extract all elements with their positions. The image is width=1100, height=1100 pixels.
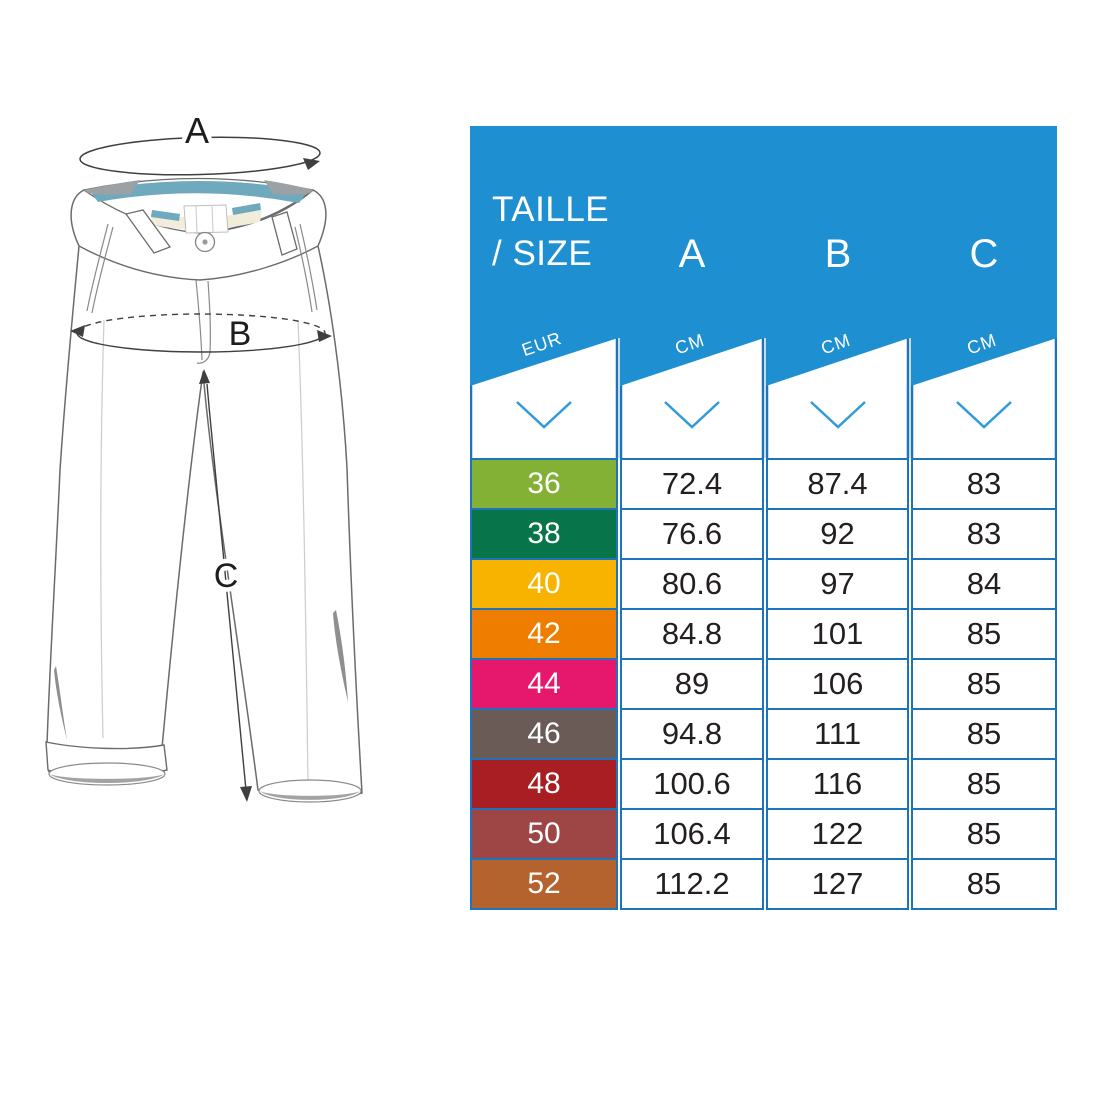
size-cell: 50 [470, 808, 618, 860]
value-cell-a: 100.6 [620, 758, 764, 810]
value-cell-a: 94.8 [620, 708, 764, 760]
unit-label-cm-b: CM [818, 329, 854, 359]
chevron-down-icon[interactable] [517, 402, 571, 427]
hem-right [259, 780, 361, 802]
column-header-a: A [678, 232, 706, 276]
value-cell-c: 85 [911, 808, 1057, 860]
unit-label-cm-c: CM [964, 329, 1000, 359]
value-cell-a: 112.2 [620, 858, 764, 910]
measurement-label-a: A [184, 110, 210, 151]
value-cell-a: 76.6 [620, 508, 764, 560]
size-table [470, 126, 1057, 933]
table-title [492, 188, 609, 276]
size-cell: 44 [470, 658, 618, 710]
value-cell-a: 80.6 [620, 558, 764, 610]
size-column [470, 458, 618, 910]
table-title-line1: TAILLE [492, 190, 610, 229]
value-cell-b: 106 [766, 658, 909, 710]
chevron-down-icon[interactable] [957, 402, 1011, 427]
pants-outline [46, 179, 362, 803]
chevron-down-icon[interactable] [811, 402, 865, 427]
unit-label-cm-a: CM [672, 329, 708, 359]
value-cell-a: 89 [620, 658, 764, 710]
column-header-c: C [969, 232, 999, 276]
value-cell-b: 101 [766, 608, 909, 660]
value-cell-b: 122 [766, 808, 909, 860]
value-cell-c: 85 [911, 608, 1057, 660]
size-cell: 48 [470, 758, 618, 810]
value-cell-c: 83 [911, 508, 1057, 560]
unit-label-eur: EUR [519, 327, 565, 361]
value-cell-c: 85 [911, 858, 1057, 910]
waist-button [196, 233, 215, 252]
chevron-down-icon[interactable] [665, 402, 719, 427]
value-cell-c: 85 [911, 658, 1057, 710]
measurement-b-column [766, 458, 909, 910]
value-cell-c: 85 [911, 758, 1057, 810]
table-header-background [470, 126, 1057, 458]
measurement-a-column [620, 458, 764, 910]
table-title-line2: / SIZE [492, 234, 593, 273]
value-cell-a: 106.4 [620, 808, 764, 860]
value-cell-b: 116 [766, 758, 909, 810]
measurement-a [80, 110, 321, 178]
value-cell-b: 111 [766, 708, 909, 760]
size-cell: 36 [470, 458, 618, 510]
arrowhead-a [303, 158, 320, 170]
value-cell-c: 85 [911, 708, 1057, 760]
column-header-b: B [824, 232, 852, 276]
arrowhead-c-bottom [240, 786, 252, 802]
pants-diagram [0, 0, 470, 1000]
measurement-label-c: C [213, 557, 239, 595]
value-cell-b: 87.4 [766, 458, 909, 510]
value-cell-b: 97 [766, 558, 909, 610]
size-cell: 46 [470, 708, 618, 760]
value-cell-c: 84 [911, 558, 1057, 610]
value-cell-a: 84.8 [620, 608, 764, 660]
value-cell-b: 92 [766, 508, 909, 560]
value-cell-a: 72.4 [620, 458, 764, 510]
size-cell: 42 [470, 608, 618, 660]
measurement-c-column [911, 458, 1057, 910]
rolled-cuff-left [46, 742, 167, 785]
size-cell: 40 [470, 558, 618, 610]
size-cell: 52 [470, 858, 618, 910]
measurement-label-b: B [228, 315, 252, 353]
value-cell-b: 127 [766, 858, 909, 910]
size-cell: 38 [470, 508, 618, 560]
value-cell-c: 83 [911, 458, 1057, 510]
